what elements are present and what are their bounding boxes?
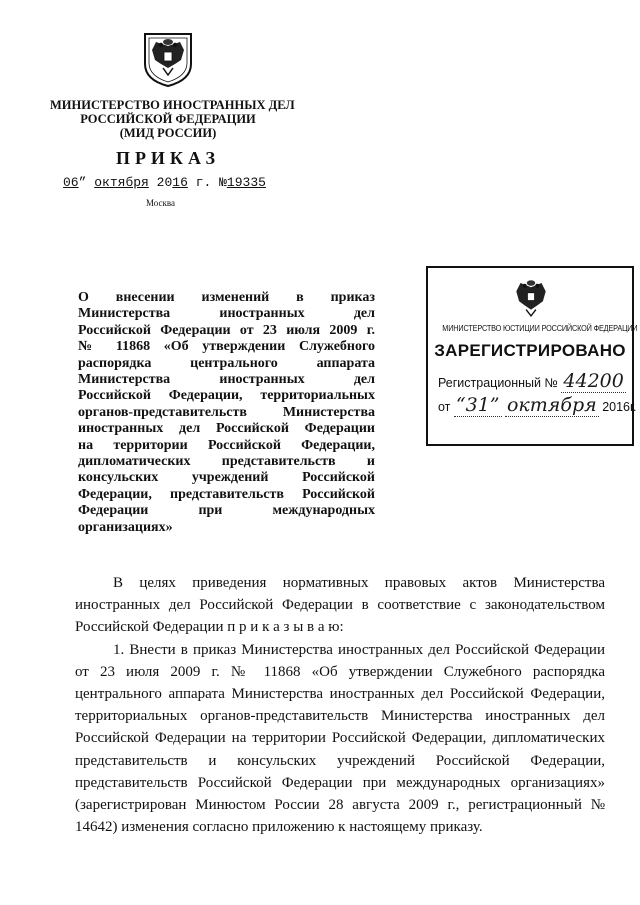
subject-line: на территории Российской Федерации, xyxy=(78,437,375,453)
subject-line: Российской Федерации от 23 июля 2009 г. xyxy=(78,322,375,338)
order-day: 06 xyxy=(63,175,79,190)
order-body xyxy=(75,572,605,838)
subject-line: органов-представительств Министерства xyxy=(78,404,375,420)
subject-line: Российской Федерации, территориальных xyxy=(78,388,375,404)
subject-line: иностранных дел Российской Федерации xyxy=(78,421,375,437)
stamp-date-month: октября xyxy=(506,394,597,416)
stamp-registration-number-line xyxy=(438,370,626,393)
order-number: 19335 xyxy=(226,175,266,190)
body-paragraph-item-1: 1. Внести в приказ Министерства иностранных дел Российской Федерации от 23 июля 2009 г. № 11868 «Об утверждении Служебного распорядка центрального аппарата Министерства иностранных дел Российской Федерации, территориальных органов-представительств Министерства иностранных дел Российской Федерации на территории Российской Федерации, дипломатических представительств и консульских учреждений Российской Федерации, представительств Российской Федерации при международных организациях» (зарегистрирован Минюстом России 28 августа 2009 г., регистрационный № 14642) изменения согласно приложению к настоящему приказу. xyxy=(75,641,605,836)
stamp-date-label: от xyxy=(438,400,451,414)
ministry-name xyxy=(50,98,295,140)
registration-stamp xyxy=(426,266,638,446)
order-date-line xyxy=(63,175,266,190)
stamp-organization: МИНИСТЕРСТВО ЮСТИЦИИ РОССИЙСКОЙ ФЕДЕРАЦИИ xyxy=(442,323,638,333)
stamp-date-line xyxy=(438,394,637,417)
order-year-prefix: 20 xyxy=(156,175,173,190)
stamp-date-day: “31” xyxy=(455,394,500,416)
subject-line: № 11868 «Об утверждении Служебного xyxy=(78,339,375,355)
subject-line: распорядка центрального аппарата xyxy=(78,355,375,371)
subject-line: Федерации, представительств Российской xyxy=(78,486,375,502)
coat-of-arms-icon xyxy=(512,276,550,318)
subject-line: Федерации при международных xyxy=(78,503,375,519)
issue-city: Москва xyxy=(146,198,175,208)
subject-line: О внесении изменений в приказ xyxy=(78,290,375,305)
subject-line: консульских учреждений Российской xyxy=(78,470,375,486)
subject-line: Министерства иностранных дел xyxy=(78,306,375,322)
document-type-title: ПРИКАЗ xyxy=(115,148,221,168)
ministry-line-1: МИНИСТЕРСТВО ИНОСТРАННЫХ ДЕЛ xyxy=(50,98,295,112)
stamp-reg-number: 44200 xyxy=(563,370,624,392)
order-year: 16 xyxy=(172,175,188,190)
order-month: октября xyxy=(94,175,149,190)
stamp-status: ЗАРЕГИСТРИРОВАНО xyxy=(434,341,626,360)
order-number-label: № xyxy=(219,175,227,190)
subject-line: Министерства иностранных дел xyxy=(78,372,375,388)
ministry-line-2: РОССИЙСКОЙ ФЕДЕРАЦИИ xyxy=(80,112,256,126)
order-day-quote: ” xyxy=(78,175,87,190)
body-paragraph-preamble: В целях приведения нормативных правовых актов Министерства иностранных дел Российской Федерации в соответствие с законодательством Российской Федерации п р и к а з ы в а ю: xyxy=(75,575,605,636)
order-year-suffix: г. xyxy=(195,175,212,190)
coat-of-arms-icon xyxy=(141,28,195,88)
ministry-line-3: (МИД РОССИИ) xyxy=(119,126,217,140)
stamp-date-year: 2016 xyxy=(602,400,631,414)
stamp-date-year-suffix: г. xyxy=(630,400,637,414)
subject-line: организациях» xyxy=(78,519,173,535)
stamp-reg-label: Регистрационный № xyxy=(438,376,558,390)
subject-line: дипломатических представительств и xyxy=(78,454,375,470)
order-subject xyxy=(78,290,375,536)
